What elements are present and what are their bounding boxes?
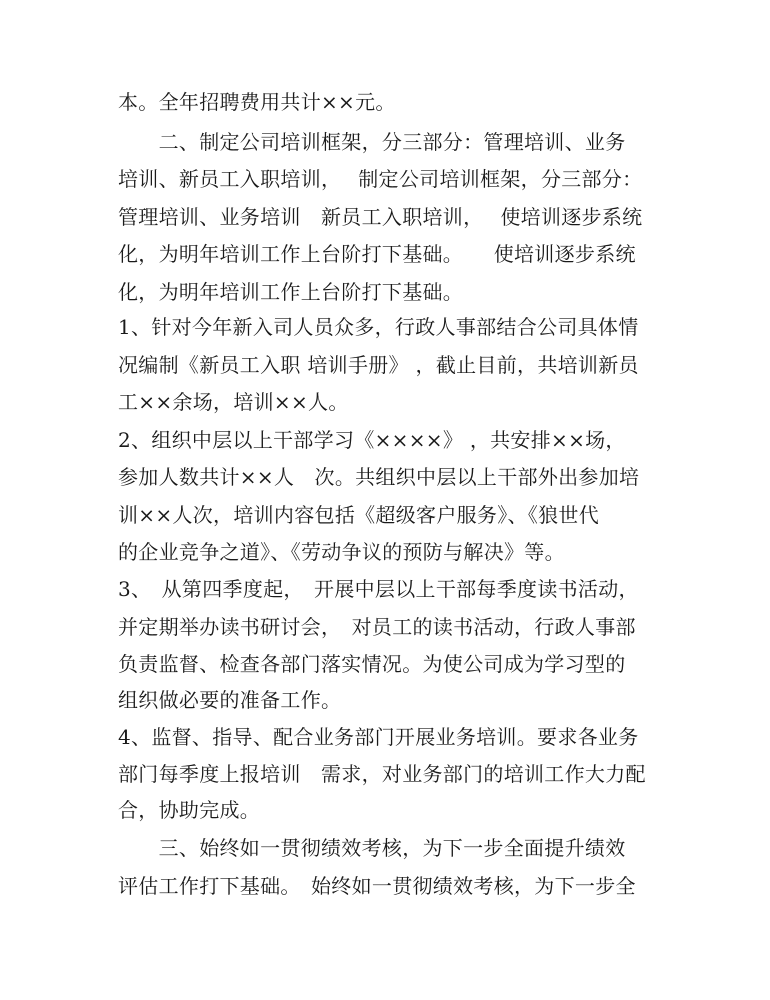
text-line: 4、监督、指导、配合业务部门开展业务培训。要求各业务 [118,725,639,749]
text-line: 况编制《新员工入职 培训手册》 ，截止目前，共培训新员 [118,353,639,377]
text-line: 并定期举办读书研讨会， 对员工的读书活动，行政人事部 [118,615,636,639]
text-line: 管理培训、业务培训 新员工入职培训， 使培训逐步系统 [118,205,643,229]
text-line: 三、始终如一贯彻绩效考核，为下一步全面提升绩效 [118,836,626,860]
text-line: 1、针对今年新入司人员众多，行政人事部结合公司具体情 [118,315,639,339]
text-line: 培训、新员工入职培训， 制定公司培训框架，分三部分： [118,167,643,191]
text-line: 参加人数共计××人 次。共组织中层以上干部外出参加培 [118,465,640,489]
text-line: 组织做必要的准备工作。 [118,688,342,712]
text-line: 2、组织中层以上干部学习《××××》 ，共安排××场， [118,428,626,452]
text-line: 训××人次，培训内容包括《超级客户服务》、《狼世代 [118,503,600,527]
text-line: 化，为明年培训工作上台阶打下基础。 [118,280,464,304]
text-line: 部门每季度上报培训 需求，对业务部门的培训工作大力配 [118,762,646,786]
text-line: 本。全年招聘费用共计××元。 [118,90,396,114]
text-line: 二、制定公司培训框架，分三部分：管理培训、业务 [118,130,626,154]
text-line: 的企业竞争之道》、《劳动争议的预防与解决》等。 [118,540,565,564]
text-line: 化，为明年培训工作上台阶打下基础。 使培训逐步系统 [118,242,636,266]
text-line: 工××余场，培训××人。 [118,390,349,414]
text-line: 合，协助完成。 [118,798,261,822]
text-line: 负责监督、检查各部门落实情况。为使公司成为学习型的 [118,652,626,676]
text-line: 3、 从第四季度起， 开展中层以上干部每季度读书活动， [118,577,639,601]
text-line: 评估工作打下基础。 始终如一贯彻绩效考核，为下一步全 [118,874,636,898]
